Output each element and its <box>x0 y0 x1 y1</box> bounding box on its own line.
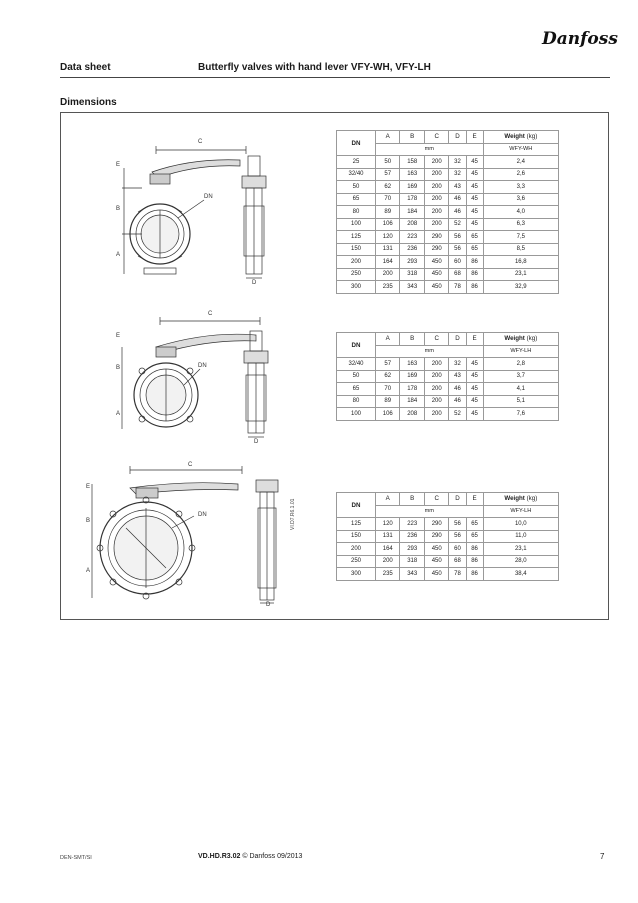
table-cell: 200 <box>424 383 448 396</box>
table-row <box>337 543 559 556</box>
table-cell: 46 <box>449 383 466 396</box>
table-cell: 106 <box>376 218 400 231</box>
table-cell: 450 <box>424 543 448 556</box>
table-cell: 68 <box>449 555 466 568</box>
table-row <box>337 156 559 169</box>
page-number: 7 <box>600 852 605 861</box>
table-row <box>337 181 559 194</box>
model-label: WFY-LH <box>483 505 558 518</box>
table-cell: 78 <box>449 281 466 294</box>
table-row <box>337 243 559 256</box>
table-cell: 65 <box>466 243 483 256</box>
table-cell: 163 <box>400 168 424 181</box>
col-a: A <box>376 333 400 346</box>
section-title: Dimensions <box>60 97 117 108</box>
table-cell: 5,1 <box>483 395 558 408</box>
col-b: B <box>400 333 424 346</box>
table-cell: 2,6 <box>483 168 558 181</box>
table-cell: 450 <box>424 555 448 568</box>
table-cell: 46 <box>449 395 466 408</box>
table-cell: 223 <box>400 231 424 244</box>
col-a: A <box>376 131 400 144</box>
table-cell: 200 <box>424 408 448 421</box>
col-weight: Weight (kg) <box>483 333 558 346</box>
table-cell: 120 <box>376 518 400 531</box>
table-cell: 57 <box>376 168 400 181</box>
table-cell: 43 <box>449 370 466 383</box>
table-row <box>337 358 559 371</box>
unit-row: mm <box>376 345 484 358</box>
table-cell: 200 <box>376 268 400 281</box>
table-cell: 45 <box>466 218 483 231</box>
table-cell: 450 <box>424 281 448 294</box>
table-cell: 45 <box>466 370 483 383</box>
table-cell: 80 <box>337 395 376 408</box>
col-d: D <box>449 131 466 144</box>
svg-text:C: C <box>198 139 203 145</box>
table-cell: 200 <box>424 358 448 371</box>
table-cell: 318 <box>400 555 424 568</box>
svg-text:A: A <box>86 568 91 574</box>
table-cell: 45 <box>466 156 483 169</box>
table-cell: 3,6 <box>483 193 558 206</box>
table-row <box>337 383 559 396</box>
table-cell: 89 <box>376 206 400 219</box>
table-row <box>337 395 559 408</box>
table-cell: 200 <box>424 395 448 408</box>
header-title: Butterfly valves with hand lever VFY-WH, VFY-LH <box>198 62 431 73</box>
model-label: WFY-LH <box>483 345 558 358</box>
table-cell: 65 <box>337 383 376 396</box>
table-cell: 46 <box>449 193 466 206</box>
table-cell: 164 <box>376 543 400 556</box>
table-body <box>337 518 559 581</box>
table-cell: 62 <box>376 370 400 383</box>
col-d: D <box>449 333 466 346</box>
table-cell: 125 <box>337 518 376 531</box>
table-cell: 65 <box>337 193 376 206</box>
table-cell: 46 <box>449 206 466 219</box>
table-row <box>337 268 559 281</box>
svg-text:B: B <box>116 206 121 212</box>
table-row <box>337 530 559 543</box>
svg-text:E: E <box>116 162 121 168</box>
table-cell: 293 <box>400 256 424 269</box>
footer-doc: VD.HD.R3.02 © Danfoss 09/2013 <box>198 853 303 860</box>
table-cell: 45 <box>466 358 483 371</box>
table-cell: 56 <box>449 518 466 531</box>
svg-text:B: B <box>116 365 121 371</box>
table-cell: 235 <box>376 568 400 581</box>
table-cell: 208 <box>400 408 424 421</box>
table-cell: 45 <box>466 206 483 219</box>
table-cell: 7,5 <box>483 231 558 244</box>
table-cell: 86 <box>466 555 483 568</box>
table-cell: 343 <box>400 568 424 581</box>
col-a: A <box>376 493 400 506</box>
table-cell: 8,5 <box>483 243 558 256</box>
table-cell: 28,0 <box>483 555 558 568</box>
svg-text:DN: DN <box>198 512 207 518</box>
table-cell: 290 <box>424 518 448 531</box>
table-cell: 60 <box>449 543 466 556</box>
table-cell: 80 <box>337 206 376 219</box>
table-row <box>337 568 559 581</box>
table-cell: 300 <box>337 281 376 294</box>
svg-text:A: A <box>116 411 121 417</box>
table-cell: 25 <box>337 156 376 169</box>
table-cell: 78 <box>449 568 466 581</box>
table-cell: 50 <box>376 156 400 169</box>
table-cell: 11,0 <box>483 530 558 543</box>
table-cell: 65 <box>466 518 483 531</box>
table-cell: 184 <box>400 395 424 408</box>
table-cell: 290 <box>424 530 448 543</box>
table-row <box>337 281 559 294</box>
table-cell: 100 <box>337 408 376 421</box>
table-cell: 200 <box>424 156 448 169</box>
col-c: C <box>424 493 448 506</box>
table-cell: 208 <box>400 218 424 231</box>
table-cell: 290 <box>424 231 448 244</box>
table-cell: 200 <box>337 256 376 269</box>
table-cell: 150 <box>337 243 376 256</box>
col-d: D <box>449 493 466 506</box>
table-cell: 86 <box>466 281 483 294</box>
table-cell: 290 <box>424 243 448 256</box>
table-cell: 450 <box>424 268 448 281</box>
table-cell: 50 <box>337 181 376 194</box>
table-cell: 2,8 <box>483 358 558 371</box>
footer-code: DEN-SMT/SI <box>60 855 92 861</box>
table-cell: 131 <box>376 243 400 256</box>
table-cell: 32 <box>449 358 466 371</box>
col-weight: Weight (kg) <box>483 493 558 506</box>
table-cell: 56 <box>449 243 466 256</box>
table-cell: 45 <box>466 168 483 181</box>
col-c: C <box>424 333 448 346</box>
table-cell: 45 <box>466 383 483 396</box>
valve-drawing-lh-small <box>112 303 292 449</box>
table-cell: 4,1 <box>483 383 558 396</box>
table-cell: 60 <box>449 256 466 269</box>
table-cell: 293 <box>400 543 424 556</box>
svg-text:DN: DN <box>204 194 213 200</box>
unit-row: mm <box>376 505 484 518</box>
table-cell: 150 <box>337 530 376 543</box>
header-rule <box>60 77 610 78</box>
table-cell: 3,3 <box>483 181 558 194</box>
valve-drawing-lh-large <box>86 458 292 608</box>
table-cell: 56 <box>449 231 466 244</box>
svg-text:D: D <box>266 602 271 608</box>
valve-drawing-wh <box>112 128 292 298</box>
col-b: B <box>400 131 424 144</box>
table-cell: 200 <box>424 370 448 383</box>
table-row <box>337 231 559 244</box>
table-cell: 163 <box>400 358 424 371</box>
table-cell: 343 <box>400 281 424 294</box>
col-weight: Weight (kg) <box>483 131 558 144</box>
col-e: E <box>466 333 483 346</box>
table-cell: 6,3 <box>483 218 558 231</box>
table-cell: 56 <box>449 530 466 543</box>
table-cell: 169 <box>400 370 424 383</box>
table-cell: 100 <box>337 218 376 231</box>
table-cell: 86 <box>466 268 483 281</box>
col-e: E <box>466 493 483 506</box>
table-cell: 62 <box>376 181 400 194</box>
table-cell: 7,6 <box>483 408 558 421</box>
svg-text:E: E <box>116 333 121 339</box>
table-row <box>337 218 559 231</box>
table-row <box>337 555 559 568</box>
svg-text:DN: DN <box>198 363 207 369</box>
table-cell: 164 <box>376 256 400 269</box>
table-cell: 86 <box>466 568 483 581</box>
table-cell: 318 <box>400 268 424 281</box>
table-cell: 200 <box>424 218 448 231</box>
svg-text:D: D <box>252 280 257 286</box>
col-dn: DN <box>337 131 376 156</box>
svg-text:C: C <box>188 462 193 468</box>
table-cell: 236 <box>400 243 424 256</box>
dimension-table-wh <box>336 130 559 294</box>
table-cell: 23,1 <box>483 268 558 281</box>
table-cell: 38,4 <box>483 568 558 581</box>
table-row <box>337 193 559 206</box>
table-cell: 52 <box>449 408 466 421</box>
table-cell: 450 <box>424 256 448 269</box>
table-cell: 4,0 <box>483 206 558 219</box>
table-row <box>337 256 559 269</box>
table-cell: 32,9 <box>483 281 558 294</box>
table-cell: 43 <box>449 181 466 194</box>
table-cell: 158 <box>400 156 424 169</box>
table-cell: 178 <box>400 193 424 206</box>
model-label: WFY-WH <box>483 143 558 156</box>
table-row <box>337 370 559 383</box>
table-cell: 86 <box>466 256 483 269</box>
table-cell: 3,7 <box>483 370 558 383</box>
table-row <box>337 168 559 181</box>
table-cell: 106 <box>376 408 400 421</box>
table-cell: 32 <box>449 156 466 169</box>
svg-text:B: B <box>86 518 91 524</box>
table-cell: 200 <box>424 168 448 181</box>
table-cell: 68 <box>449 268 466 281</box>
table-row <box>337 408 559 421</box>
table-cell: 86 <box>466 543 483 556</box>
header-doc-type: Data sheet <box>60 62 111 73</box>
svg-text:E: E <box>86 484 91 490</box>
svg-text:A: A <box>116 252 121 258</box>
table-cell: 184 <box>400 206 424 219</box>
table-cell: 120 <box>376 231 400 244</box>
table-cell: 250 <box>337 555 376 568</box>
table-cell: 200 <box>424 181 448 194</box>
table-cell: 2,4 <box>483 156 558 169</box>
table-cell: 200 <box>424 206 448 219</box>
danfoss-logo <box>538 22 618 52</box>
table-cell: 23,1 <box>483 543 558 556</box>
table-cell: 125 <box>337 231 376 244</box>
table-cell: 70 <box>376 193 400 206</box>
table-row <box>337 206 559 219</box>
table-cell: 250 <box>337 268 376 281</box>
table-cell: 70 <box>376 383 400 396</box>
col-dn: DN <box>337 493 376 518</box>
svg-text:D: D <box>254 439 259 445</box>
table-cell: 57 <box>376 358 400 371</box>
table-cell: 45 <box>466 395 483 408</box>
table-cell: 89 <box>376 395 400 408</box>
table-cell: 32/40 <box>337 168 376 181</box>
table-cell: 16,8 <box>483 256 558 269</box>
table-cell: 10,0 <box>483 518 558 531</box>
table-cell: 45 <box>466 408 483 421</box>
table-cell: 65 <box>466 231 483 244</box>
dimension-table-lh-small <box>336 332 559 421</box>
table-cell: 32/40 <box>337 358 376 371</box>
table-cell: 200 <box>376 555 400 568</box>
unit-row: mm <box>376 143 484 156</box>
table-cell: 45 <box>466 193 483 206</box>
col-dn: DN <box>337 333 376 358</box>
table-cell: 52 <box>449 218 466 231</box>
drawing-reference: VI.D7.R6.1.01 <box>290 498 296 530</box>
table-cell: 32 <box>449 168 466 181</box>
table-cell: 200 <box>337 543 376 556</box>
table-cell: 223 <box>400 518 424 531</box>
col-c: C <box>424 131 448 144</box>
table-cell: 169 <box>400 181 424 194</box>
table-cell: 235 <box>376 281 400 294</box>
dimension-table-lh-large <box>336 492 559 581</box>
table-cell: 50 <box>337 370 376 383</box>
table-cell: 300 <box>337 568 376 581</box>
table-cell: 178 <box>400 383 424 396</box>
table-body <box>337 156 559 294</box>
svg-text:Danfoss: Danfoss <box>542 29 618 49</box>
col-b: B <box>400 493 424 506</box>
svg-text:C: C <box>208 311 213 317</box>
table-cell: 236 <box>400 530 424 543</box>
table-body <box>337 358 559 421</box>
table-row <box>337 518 559 531</box>
table-cell: 450 <box>424 568 448 581</box>
table-cell: 131 <box>376 530 400 543</box>
table-cell: 45 <box>466 181 483 194</box>
table-cell: 200 <box>424 193 448 206</box>
col-e: E <box>466 131 483 144</box>
table-cell: 65 <box>466 530 483 543</box>
